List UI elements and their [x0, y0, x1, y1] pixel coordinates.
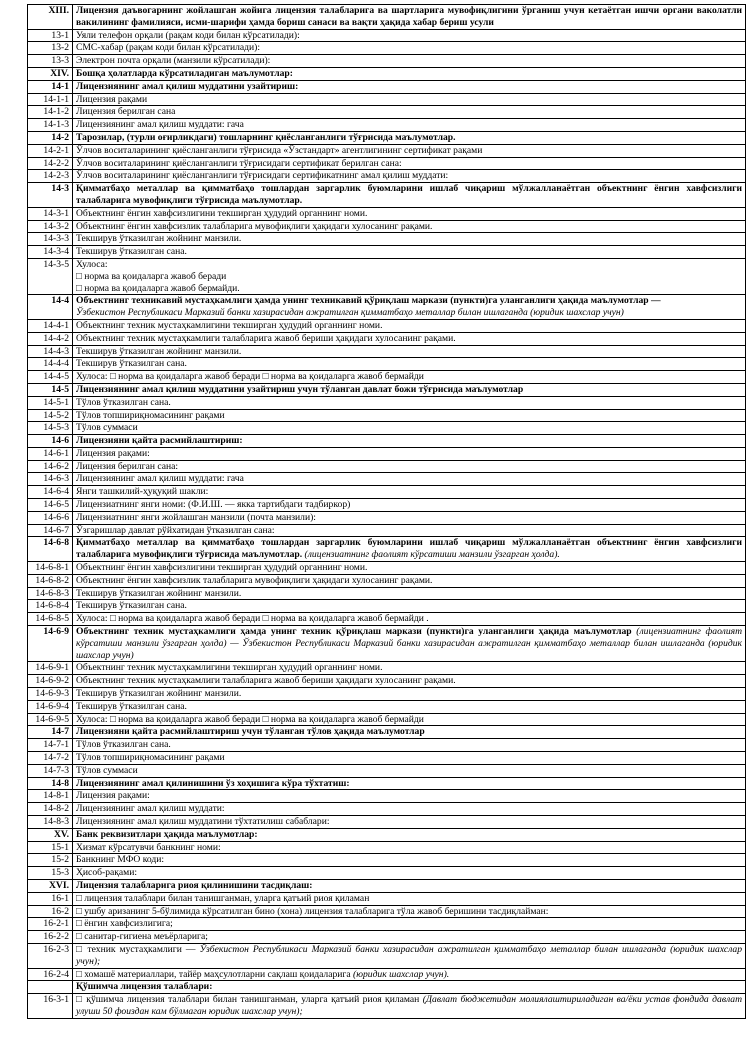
item-number: XIV. [28, 67, 73, 80]
section-heading [73, 131, 746, 144]
italic-note: Ўзбекистон Республикаси Марказий банки хазирасидан ажратилган қимматбаҳо металлар билан ишлаганда (юридик шахслар учун); [76, 943, 742, 967]
item-text: Лицензиянинг амал қилиш муддатини узайтириш: [76, 80, 299, 92]
item-number: 14-6-3 [28, 473, 73, 486]
item-number: 14-6-7 [28, 524, 73, 537]
form-row-16-2-3 [28, 943, 746, 968]
item-number: 14-1-3 [28, 119, 73, 132]
item-number: 14-6-9-4 [28, 700, 73, 713]
italic-note: (лицензиатнинг фаолият кўрсатиши манзили ўзгарган ҳолда) — Ўзбекистон Республикаси Марказий банки хазирасидан ажратилган қимматбаҳо металлар билан ишлаганда (юридик шахслар учун) [76, 626, 743, 661]
item-number: XV. [28, 828, 73, 841]
item-number: 14-2-1 [28, 144, 73, 157]
item-text: Хулоса: [76, 258, 108, 270]
item-number: 14-1-2 [28, 106, 73, 119]
field-label [73, 319, 746, 332]
field-label [73, 55, 746, 68]
field-label [73, 220, 746, 233]
item-number: 14-6-9-3 [28, 688, 73, 701]
item-number: 16-3-1 [28, 994, 73, 1019]
field-label [73, 574, 746, 587]
item-number: 14-7-3 [28, 764, 73, 777]
field-label [73, 396, 746, 409]
item-text: Лицензиатнинг янги жойлашган манзили (почта манзили): [76, 511, 316, 523]
item-number: 14-6-5 [28, 499, 73, 512]
item-number: XIII. [28, 5, 73, 30]
form-row-xiv- [28, 67, 746, 80]
form-row-14-2-2 [28, 157, 746, 170]
field-label [73, 854, 746, 867]
italic-note: Ўзбекистон Республикаси Марказий банки хазирасидан ажратилган қимматбаҳо металлар билан ишлаганда (юридик шахслар учун) [76, 307, 624, 319]
item-number: 14-7-1 [28, 739, 73, 752]
item-text: Текширув ўтказилган сана. [76, 600, 187, 612]
item-number: 14-6-4 [28, 486, 73, 499]
item-text: Ўлчов воситаларининг қиёсланганлиги тўғрисидаги сертификатнинг амал қилиш муддати: [76, 170, 449, 182]
item-text: Объектнинг техник мустаҳкамлиги талабларига жавоб бериши ҳақидаги хулосанинг рақами. [76, 675, 456, 687]
item-number: 14-2 [28, 131, 73, 144]
field-label [73, 157, 746, 170]
item-text: □ лицензия талаблари билан танишганман, уларга қатъий риоя қиламан [76, 892, 370, 904]
italic-note: (лицензиатнинг фаолият кўрсатиши манзили ўзгарган ҳолда). [304, 549, 560, 561]
form-row-14-1-3 [28, 119, 746, 132]
field-label [73, 524, 746, 537]
item-number: 14-1 [28, 80, 73, 93]
item-text: Лицензия рақами [76, 93, 148, 105]
item-number: 16-2-1 [28, 918, 73, 931]
field-label [73, 918, 746, 931]
item-number: 14-1-1 [28, 93, 73, 106]
form-row-14-1-1 [28, 93, 746, 106]
field-label [73, 968, 746, 981]
item-text: Текширув ўтказилган жойнинг манзили. [76, 688, 242, 700]
item-text: Объектнинг ёнгин хавфсизлик талабларига мувофиқлиги ҳақидаги хулосанинг рақами. [76, 574, 433, 586]
field-label [73, 905, 746, 918]
field-label [73, 42, 746, 55]
form-row-14-6-9-5 [28, 713, 746, 726]
item-number: 14-6-9-5 [28, 713, 73, 726]
form-row-14-7-3 [28, 764, 746, 777]
form-row-14-3-5 [28, 258, 746, 294]
section-heading [73, 5, 746, 30]
item-number: 14-5-1 [28, 396, 73, 409]
item-text: Лицензияни қайта расмийлаштириш учун тўланган тўлов ҳақида маълумотлар [76, 726, 425, 738]
field-label [73, 371, 746, 384]
field-label [73, 144, 746, 157]
item-number: 14-4-2 [28, 332, 73, 345]
checkbox-option: □ норма ва қоидаларга жавоб бермайди. [76, 282, 240, 294]
field-label [73, 841, 746, 854]
item-number: 14-4-4 [28, 358, 73, 371]
item-text: Янги ташкилий-ҳуқуқий шакли: [76, 486, 209, 498]
item-text: Тўлов суммаси [76, 764, 138, 776]
field-label [73, 587, 746, 600]
field-label [73, 511, 746, 524]
field-label [73, 422, 746, 435]
section-heading [73, 626, 746, 662]
form-row-14-4-3 [28, 345, 746, 358]
form-row-14-8-1 [28, 790, 746, 803]
item-text: Объектнинг техник мустаҳкамлигини текширган ҳудудий органнинг номи. [76, 662, 383, 674]
field-label [73, 688, 746, 701]
item-number: 13-1 [28, 29, 73, 42]
item-text: Объектнинг техник мустаҳкамлигини текширган ҳудудий органнинг номи. [76, 319, 383, 331]
item-text: Лицензиянинг амал қилиш муддати: гача [76, 473, 244, 485]
item-number: 15-2 [28, 854, 73, 867]
field-label [73, 675, 746, 688]
field-label [73, 764, 746, 777]
form-row-14-2-1 [28, 144, 746, 157]
form-row-14-1 [28, 80, 746, 93]
item-number: 14-8-1 [28, 790, 73, 803]
item-text: Лицензия берилган сана: [76, 460, 179, 472]
field-label [73, 258, 746, 294]
item-number: 14-3-4 [28, 246, 73, 259]
item-number [28, 981, 73, 994]
form-row-14-7 [28, 726, 746, 739]
italic-note: (Давлат бюджетидан молиялаштириладиган ва/ёки устав фондида давлат улуши 50 фоиздан кам бўлмаган юридик шахслар учун); [76, 994, 743, 1017]
item-number: 14-3-2 [28, 220, 73, 233]
item-text: Уяли телефон орқали (рақам коди билан кўрсатилади): [76, 29, 300, 41]
field-label [73, 790, 746, 803]
form-row-14-6 [28, 435, 746, 448]
form-row-13-3 [28, 55, 746, 68]
item-text: □ санитар-гигиена меъёрларига; [76, 931, 208, 943]
form-row-14-4-1 [28, 319, 746, 332]
field-label [73, 170, 746, 183]
section-heading [73, 879, 746, 892]
form-row-14-6-9-2 [28, 675, 746, 688]
field-label [73, 29, 746, 42]
field-label [73, 246, 746, 259]
item-text: Лицензиянинг амал қилиш муддатини узайтириш учун тўланган давлат божи тўғрисида маълумотлар [76, 383, 524, 395]
form-row-xvi- [28, 879, 746, 892]
item-number: 14-7 [28, 726, 73, 739]
form-row-14-2 [28, 131, 746, 144]
item-text: Хулоса: □ норма ва қоидаларга жавоб беради □ норма ва қоидаларга жавоб бермайди [76, 371, 424, 383]
item-number: 14-6-6 [28, 511, 73, 524]
item-number: 14-4-3 [28, 345, 73, 358]
form-row-14-2-3 [28, 170, 746, 183]
item-number: 14-3-5 [28, 258, 73, 294]
form-row-14-3 [28, 183, 746, 208]
item-number: 14-6-9-1 [28, 662, 73, 675]
item-number: 14-6-9-2 [28, 675, 73, 688]
item-text: Лицензиянинг амал қилинишини ўз хоҳишига кўра тўхтатиш: [76, 777, 350, 789]
field-label [73, 943, 746, 968]
item-number: 14-6-8-2 [28, 574, 73, 587]
field-label [73, 486, 746, 499]
item-number: 16-2-2 [28, 931, 73, 944]
form-row-14-6-3 [28, 473, 746, 486]
form-row-15-3 [28, 867, 746, 880]
item-text: Объектнинг ёнгин хавфсизлигини текширган ҳудудий органнинг номи. [76, 207, 368, 219]
field-label [73, 332, 746, 345]
form-row-14-7-1 [28, 739, 746, 752]
section-heading [73, 80, 746, 93]
item-text: Тўлов суммаси [76, 422, 138, 434]
item-text: Лицензия рақами: [76, 790, 150, 802]
section-heading [73, 295, 746, 320]
form-row-xv- [28, 828, 746, 841]
form-row-14-6-9-1 [28, 662, 746, 675]
section-heading [73, 537, 746, 562]
item-number: 15-3 [28, 867, 73, 880]
form-row-14-6-8-3 [28, 587, 746, 600]
item-text: □ ёнгин хавфсизлигига; [76, 918, 173, 930]
item-text: Лицензия рақами: [76, 447, 150, 459]
item-number: 14-5-3 [28, 422, 73, 435]
item-number: 16-2-3 [28, 943, 73, 968]
field-label [73, 739, 746, 752]
field-label [73, 233, 746, 246]
form-row-14-6-1 [28, 447, 746, 460]
form-row-14-6-6 [28, 511, 746, 524]
form-row-extra [28, 981, 746, 994]
form-row-14-4-2 [28, 332, 746, 345]
item-text: Хулоса: □ норма ва қоидаларга жавоб беради □ норма ва қоидаларга жавоб бермайди . [76, 613, 429, 625]
item-text: Бошқа ҳолатларда кўрсатиладиган маълумотлар: [76, 67, 293, 79]
item-text: □ техник мустаҳкамлиги — [76, 943, 196, 955]
item-text: Тўлов ўтказилган сана. [76, 396, 171, 408]
item-number: 14-4-1 [28, 319, 73, 332]
field-label [73, 207, 746, 220]
item-text: Банк реквизитлари ҳақида маълумотлар: [76, 828, 258, 840]
field-label [73, 662, 746, 675]
item-text: Текширув ўтказилган сана. [76, 358, 187, 370]
item-text: □ хомашё материаллари, тайёр маҳсулотларни сақлаш қоидаларига [76, 968, 351, 980]
item-text: Текширув ўтказилган жойнинг манзили. [76, 233, 242, 245]
form-row-14-6-8-4 [28, 600, 746, 613]
item-text: Лицензиатнинг янги номи: (Ф.И.Ш. — якка тартибдаги тадбиркор) [76, 499, 351, 511]
field-label [73, 409, 746, 422]
field-label [73, 752, 746, 765]
section-heading [73, 726, 746, 739]
section-heading [73, 828, 746, 841]
item-text: Лицензия берилган сана [76, 106, 176, 118]
section-heading [73, 435, 746, 448]
form-row-13-1 [28, 29, 746, 42]
item-number: 14-6-8 [28, 537, 73, 562]
item-number: 16-2 [28, 905, 73, 918]
item-text: Текширув ўтказилган сана. [76, 700, 187, 712]
field-label [73, 562, 746, 575]
form-row-16-2 [28, 905, 746, 918]
field-label [73, 994, 746, 1019]
form-row-14-8-3 [28, 816, 746, 829]
field-label [73, 600, 746, 613]
item-text: □ қўшимча лицензия талаблари билан танишганман, уларга қатъий риоя қиламан [76, 994, 420, 1006]
form-row-16-3-1 [28, 994, 746, 1019]
field-label [73, 473, 746, 486]
form-row-14-4-5 [28, 371, 746, 384]
item-number: 13-2 [28, 42, 73, 55]
form-row-14-6-8-1 [28, 562, 746, 575]
item-text: Тарозилар, (турли оғирликдаги) тошларнинг қиёсланганлиги тўғрисида маълумотлар. [76, 131, 456, 143]
form-row-14-6-7 [28, 524, 746, 537]
item-number: 14-6-2 [28, 460, 73, 473]
field-label [73, 867, 746, 880]
form-row-14-6-9-3 [28, 688, 746, 701]
form-row-14-5 [28, 383, 746, 396]
field-label [73, 358, 746, 371]
item-text: □ ушбу аризанинг 5-бўлимида кўрсатилган бино (хона) лицензия талабларига тўла жавоб беришини тасдиқлайман: [76, 905, 549, 917]
item-number: 14-6-9 [28, 626, 73, 662]
item-number: 14-3 [28, 183, 73, 208]
item-number: 15-1 [28, 841, 73, 854]
item-number: 14-6-8-1 [28, 562, 73, 575]
field-label [73, 892, 746, 905]
form-row-14-6-9-4 [28, 700, 746, 713]
form-row-14-1-2 [28, 106, 746, 119]
section-heading [73, 183, 746, 208]
section-heading [73, 67, 746, 80]
form-row-14-5-1 [28, 396, 746, 409]
item-number: 16-2-4 [28, 968, 73, 981]
section-heading [73, 383, 746, 396]
item-text: Ўлчов воситаларининг қиёсланганлиги тўғрисида «Ўзстандарт» агентлигининг сертификат рақами [76, 144, 483, 156]
form-row-14-6-5 [28, 499, 746, 512]
item-text: Объектнинг техник мустаҳкамлиги ҳамда унинг техник қўриқлаш маркази (пункти)га уланганлиги ҳақида маълумотлар [76, 626, 632, 638]
item-number: 14-6-8-4 [28, 600, 73, 613]
field-label [73, 447, 746, 460]
form-row-14-6-8 [28, 537, 746, 562]
form-row-13-2 [28, 42, 746, 55]
item-text: Тўлов топшириқномасининг рақами [76, 409, 225, 421]
item-text: Лицензиянинг амал қилиш муддати: гача [76, 119, 244, 131]
item-text: Тўлов топшириқномасининг рақами [76, 752, 225, 764]
field-label [73, 713, 746, 726]
form-row-16-2-1 [28, 918, 746, 931]
application-form-table [27, 4, 746, 1019]
item-text: Тўлов ўтказилган сана. [76, 739, 171, 751]
field-label [73, 119, 746, 132]
item-number: 14-5-2 [28, 409, 73, 422]
item-number: 14-6-1 [28, 447, 73, 460]
item-text: Текширув ўтказилган жойнинг манзили. [76, 345, 242, 357]
form-row-14-4 [28, 295, 746, 320]
item-text: Қимматбаҳо металлар ва қимматбаҳо тошлардан заргарлик буюмларини ишлаб чиқариш мўлжалланаётган объектнинг ёнгин хавфсизлиги талабларига мувофиқлиги тўғрисида маълумотлар. [76, 537, 742, 561]
form-row-14-6-8-5 [28, 613, 746, 626]
form-row-14-6-4 [28, 486, 746, 499]
item-text: Текширув ўтказилган жойнинг манзили. [76, 587, 242, 599]
item-number: 14-6-8-3 [28, 587, 73, 600]
item-number: 14-4-5 [28, 371, 73, 384]
item-number: 14-8 [28, 777, 73, 790]
form-row-14-4-4 [28, 358, 746, 371]
item-number: 14-2-2 [28, 157, 73, 170]
form-row-14-6-2 [28, 460, 746, 473]
item-text: Лицензиянинг амал қилиш муддати: [76, 803, 225, 815]
item-text: Объектнинг ёнгин хавфсизлик талабларига мувофиқлиги ҳақидаги хулосанинг рақами. [76, 220, 433, 232]
form-row-14-7-2 [28, 752, 746, 765]
item-number: 16-1 [28, 892, 73, 905]
item-text: Ўлчов воситаларининг қиёсланганлиги тўғрисидаги сертификат берилган сана: [76, 157, 402, 169]
form-row-16-1 [28, 892, 746, 905]
item-number: 14-7-2 [28, 752, 73, 765]
field-label [73, 460, 746, 473]
item-number: 14-2-3 [28, 170, 73, 183]
item-text: Ўзгаришлар давлат рўйхатидан ўтказилган сана: [76, 524, 275, 536]
item-text: Ҳисоб-рақами: [76, 867, 138, 879]
form-row-16-2-2 [28, 931, 746, 944]
field-label [73, 613, 746, 626]
form-row-14-3-4 [28, 246, 746, 259]
item-text: Қимматбаҳо металлар ва қимматбаҳо тошлардан заргарлик буюмларини ишлаб чиқариш мўлжалланаётган объектнинг ёнгин хавфсизлиги талабларига мувофиқлиги тўғрисида маълумотлар. [76, 183, 742, 206]
form-row-15-2 [28, 854, 746, 867]
section-heading [73, 777, 746, 790]
item-text: Банкнинг МФО коди: [76, 854, 165, 866]
section-heading [73, 981, 746, 994]
form-row-14-3-3 [28, 233, 746, 246]
item-text: Лицензия талабларига риоя қилинишини тасдиқлаш: [76, 879, 313, 891]
form-row-14-6-8-2 [28, 574, 746, 587]
field-label [73, 499, 746, 512]
item-number: 14-6-8-5 [28, 613, 73, 626]
item-number: 14-8-3 [28, 816, 73, 829]
field-label [73, 816, 746, 829]
item-number: 14-4 [28, 295, 73, 320]
item-text: Лицензия даъвогарнинг жойлашган жойига лицензия талабларига ва шартларига мувофиқлигини ўрганиш учун кетаётган ишчи органи ваколатли вакилининг фамилияси, исми-шарифи ҳамда бориш санаси ва вақти ҳақида хабар бериш усули [76, 5, 742, 28]
item-text: Лицензиянинг амал қилиш муддатини тўхтатилиш сабаблари: [76, 816, 330, 827]
italic-note: (юридик шахслар учун). [353, 968, 450, 980]
item-text: Лицензияни қайта расмийлаштириш: [76, 435, 243, 447]
field-label [73, 345, 746, 358]
field-label [73, 931, 746, 944]
field-label [73, 803, 746, 816]
form-row-14-8 [28, 777, 746, 790]
item-text: Электрон почта орқали (манзили кўрсатилади): [76, 55, 271, 67]
field-label [73, 106, 746, 119]
form-row-14-5-3 [28, 422, 746, 435]
item-number: 14-6 [28, 435, 73, 448]
form-row-14-6-9 [28, 626, 746, 662]
checkbox-option: □ норма ва қоидаларга жавоб беради [76, 270, 227, 282]
field-label [73, 700, 746, 713]
form-row-15-1 [28, 841, 746, 854]
item-text: Объектнинг ёнгин хавфсизлигини текширган ҳудудий органнинг номи. [76, 562, 368, 574]
form-row-14-5-2 [28, 409, 746, 422]
item-text: Хулоса: □ норма ва қоидаларга жавоб беради □ норма ва қоидаларга жавоб бермайди [76, 713, 424, 725]
item-number: 14-5 [28, 383, 73, 396]
item-number: 14-3-3 [28, 233, 73, 246]
item-number: 14-3-1 [28, 207, 73, 220]
item-text: Хизмат кўрсатувчи банкнинг номи: [76, 841, 221, 853]
item-number: 14-8-2 [28, 803, 73, 816]
field-label [73, 93, 746, 106]
form-row-xiii- [28, 5, 746, 30]
form-row-14-8-2 [28, 803, 746, 816]
form-row-16-2-4 [28, 968, 746, 981]
item-number: XVI. [28, 879, 73, 892]
item-text: СМС-хабар (рақам коди билан кўрсатилади): [76, 42, 261, 54]
form-row-14-3-1 [28, 207, 746, 220]
item-text: Қўшимча лицензия талаблари: [76, 981, 213, 993]
item-text: Текширув ўтказилган сана. [76, 246, 187, 258]
item-text: Объектнинг техник мустаҳкамлиги талабларига жавоб бериши ҳақидаги хулосанинг рақами. [76, 332, 456, 344]
item-number: 13-3 [28, 55, 73, 68]
item-text: Объектнинг техникавий мустаҳкамлиги ҳамда унинг техникавий қўриқлаш маркази (пункти)га уланганлиги ҳақида маълумотлар — [76, 295, 661, 307]
form-row-14-3-2 [28, 220, 746, 233]
